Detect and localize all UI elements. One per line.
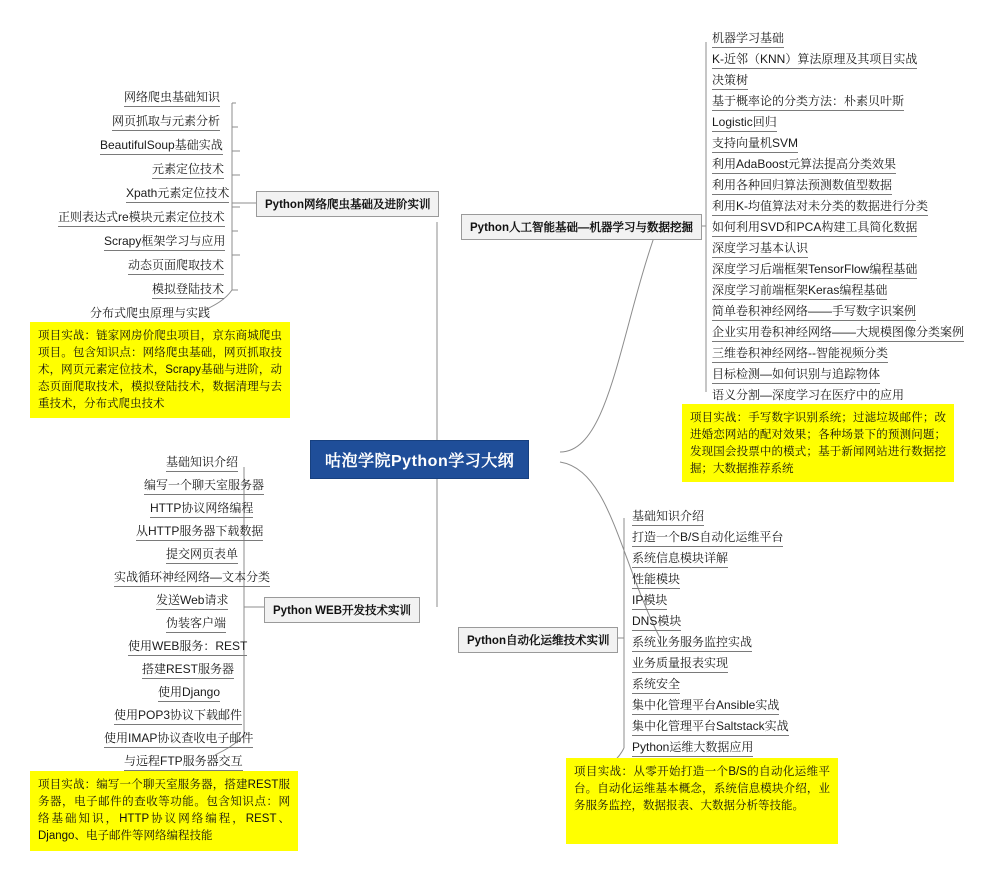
leaf-item[interactable]: 基于概率论的分类方法：朴素贝叶斯 [712,94,904,111]
leaf-item[interactable]: 目标检测—如何识别与追踪物体 [712,367,880,384]
branch-node-ops[interactable] [458,627,618,653]
leaf-item[interactable]: 伪装客户端 [166,616,226,633]
leaf-item[interactable]: 深度学习前端框架Keras编程基础 [712,283,887,300]
leaf-item[interactable]: 提交网页表单 [166,547,238,564]
leaf-item[interactable]: 深度学习基本认识 [712,241,808,258]
leaf-item[interactable]: 与远程FTP服务器交互 [124,754,243,771]
leaf-item[interactable]: Scrapy框架学习与应用 [104,234,225,251]
leaf-item[interactable]: 利用K-均值算法对未分类的数据进行分类 [712,199,928,216]
leaf-item[interactable]: 使用IMAP协议查收电子邮件 [104,731,253,748]
leaf-item[interactable]: K-近邻（KNN）算法原理及其项目实战 [712,52,917,69]
leaf-item[interactable]: IP模块 [632,593,667,610]
note-ops: 项目实战：从零开始打造一个B/S的自动化运维平台。自动化运维基本概念，系统信息模块介绍，业务服务监控，数据报表、大数据分析等技能。 [566,758,838,844]
note-crawler: 项目实战：链家网房价爬虫项目，京东商城爬虫项目。包含知识点：网络爬虫基础，网页抓取技术，网页元素定位技术，Scrapy基础与进阶，动态页面爬取技术，模拟登陆技术，数据清理与去重技术，分布式爬虫技术 [30,322,290,418]
leaf-item[interactable]: 系统信息模块详解 [632,551,728,568]
branch-label: Python自动化运维技术实训 [467,635,610,647]
leaf-item[interactable]: 编写一个聊天室服务器 [144,478,264,495]
leaf-item[interactable]: Logistic回归 [712,115,777,132]
leaf-item[interactable]: 实战循环神经网络—文本分类 [114,570,270,587]
root-node[interactable] [310,440,529,479]
leaf-item[interactable]: BeautifulSoup基础实战 [100,138,223,155]
leaf-item[interactable]: 三维卷积神经网络--智能视频分类 [712,346,888,363]
leaf-item[interactable]: 从HTTP服务器下载数据 [136,524,263,541]
leaf-item[interactable]: 企业实用卷积神经网络——大规模图像分类案例 [712,325,964,342]
leaf-item[interactable]: 发送Web请求 [156,593,228,610]
branch-node-web[interactable] [264,597,420,623]
note-ai: 项目实战：手写数字识别系统；过滤垃圾邮件；改进婚恋网站的配对效果；各种场景下的预测问题；发现国会投票中的模式；基于新闻网站进行数据挖掘；大数据推荐系统 [682,404,954,482]
leaf-item[interactable]: 决策树 [712,73,748,90]
leaf-item[interactable]: 利用AdaBoost元算法提高分类效果 [712,157,896,174]
leaf-item[interactable]: Python运维大数据应用 [632,740,753,757]
leaf-item[interactable]: 网络爬虫基础知识 [124,90,220,107]
leaf-item[interactable]: 系统安全 [632,677,680,694]
leaf-item[interactable]: 正则表达式re模块元素定位技术 [58,210,225,227]
branch-label: Python网络爬虫基础及进阶实训 [265,199,431,211]
leaf-item[interactable]: 模拟登陆技术 [152,282,224,299]
leaf-item[interactable]: Xpath元素定位技术 [126,186,229,203]
leaf-item[interactable]: 搭建REST服务器 [142,662,234,679]
leaf-item[interactable]: 集中化管理平台Ansible实战 [632,698,779,715]
leaf-item[interactable]: HTTP协议网络编程 [150,501,253,518]
leaf-item[interactable]: 分布式爬虫原理与实践 [90,306,210,323]
branch-node-ai[interactable] [461,214,702,240]
leaf-item[interactable]: 使用Django [158,685,220,702]
root-label: 咕泡学院Python学习大纲 [325,453,515,470]
leaf-item[interactable]: 机器学习基础 [712,31,784,48]
branch-label: Python WEB开发技术实训 [273,605,411,617]
leaf-item[interactable]: 如何利用SVD和PCA构建工具简化数据 [712,220,917,237]
leaf-item[interactable]: 打造一个B/S自动化运维平台 [632,530,783,547]
leaf-item[interactable]: 语义分割—深度学习在医疗中的应用 [712,388,904,405]
leaf-item[interactable]: 性能模块 [632,572,680,589]
leaf-item[interactable]: 集中化管理平台Saltstack实战 [632,719,789,736]
leaf-item[interactable]: 使用POP3协议下载邮件 [114,708,242,725]
leaf-item[interactable]: 深度学习后端框架TensorFlow编程基础 [712,262,917,279]
leaf-item[interactable]: 系统业务服务监控实战 [632,635,752,652]
leaf-item[interactable]: 业务质量报表实现 [632,656,728,673]
leaf-item[interactable]: 简单卷积神经网络——手写数字识案例 [712,304,916,321]
leaf-item[interactable]: 网页抓取与元素分析 [112,114,220,131]
leaf-item[interactable]: 元素定位技术 [152,162,224,179]
branch-node-crawler[interactable] [256,191,439,217]
leaf-item[interactable]: 动态页面爬取技术 [128,258,224,275]
note-web: 项目实战：编写一个聊天室服务器，搭建REST服务器，电子邮件的查收等功能。包含知识点：网络基础知识，HTTP协议网络编程，REST、Django、电子邮件等网络编程技能 [30,771,298,851]
leaf-item[interactable]: 支持向量机SVM [712,136,798,153]
leaf-item[interactable]: DNS模块 [632,614,681,631]
leaf-item[interactable]: 利用各种回归算法预测数值型数据 [712,178,892,195]
leaf-item[interactable]: 基础知识介绍 [166,455,238,472]
leaf-item[interactable]: 使用WEB服务：REST [128,639,247,656]
leaf-item[interactable]: 基础知识介绍 [632,509,704,526]
branch-label: Python人工智能基础—机器学习与数据挖掘 [470,222,693,234]
